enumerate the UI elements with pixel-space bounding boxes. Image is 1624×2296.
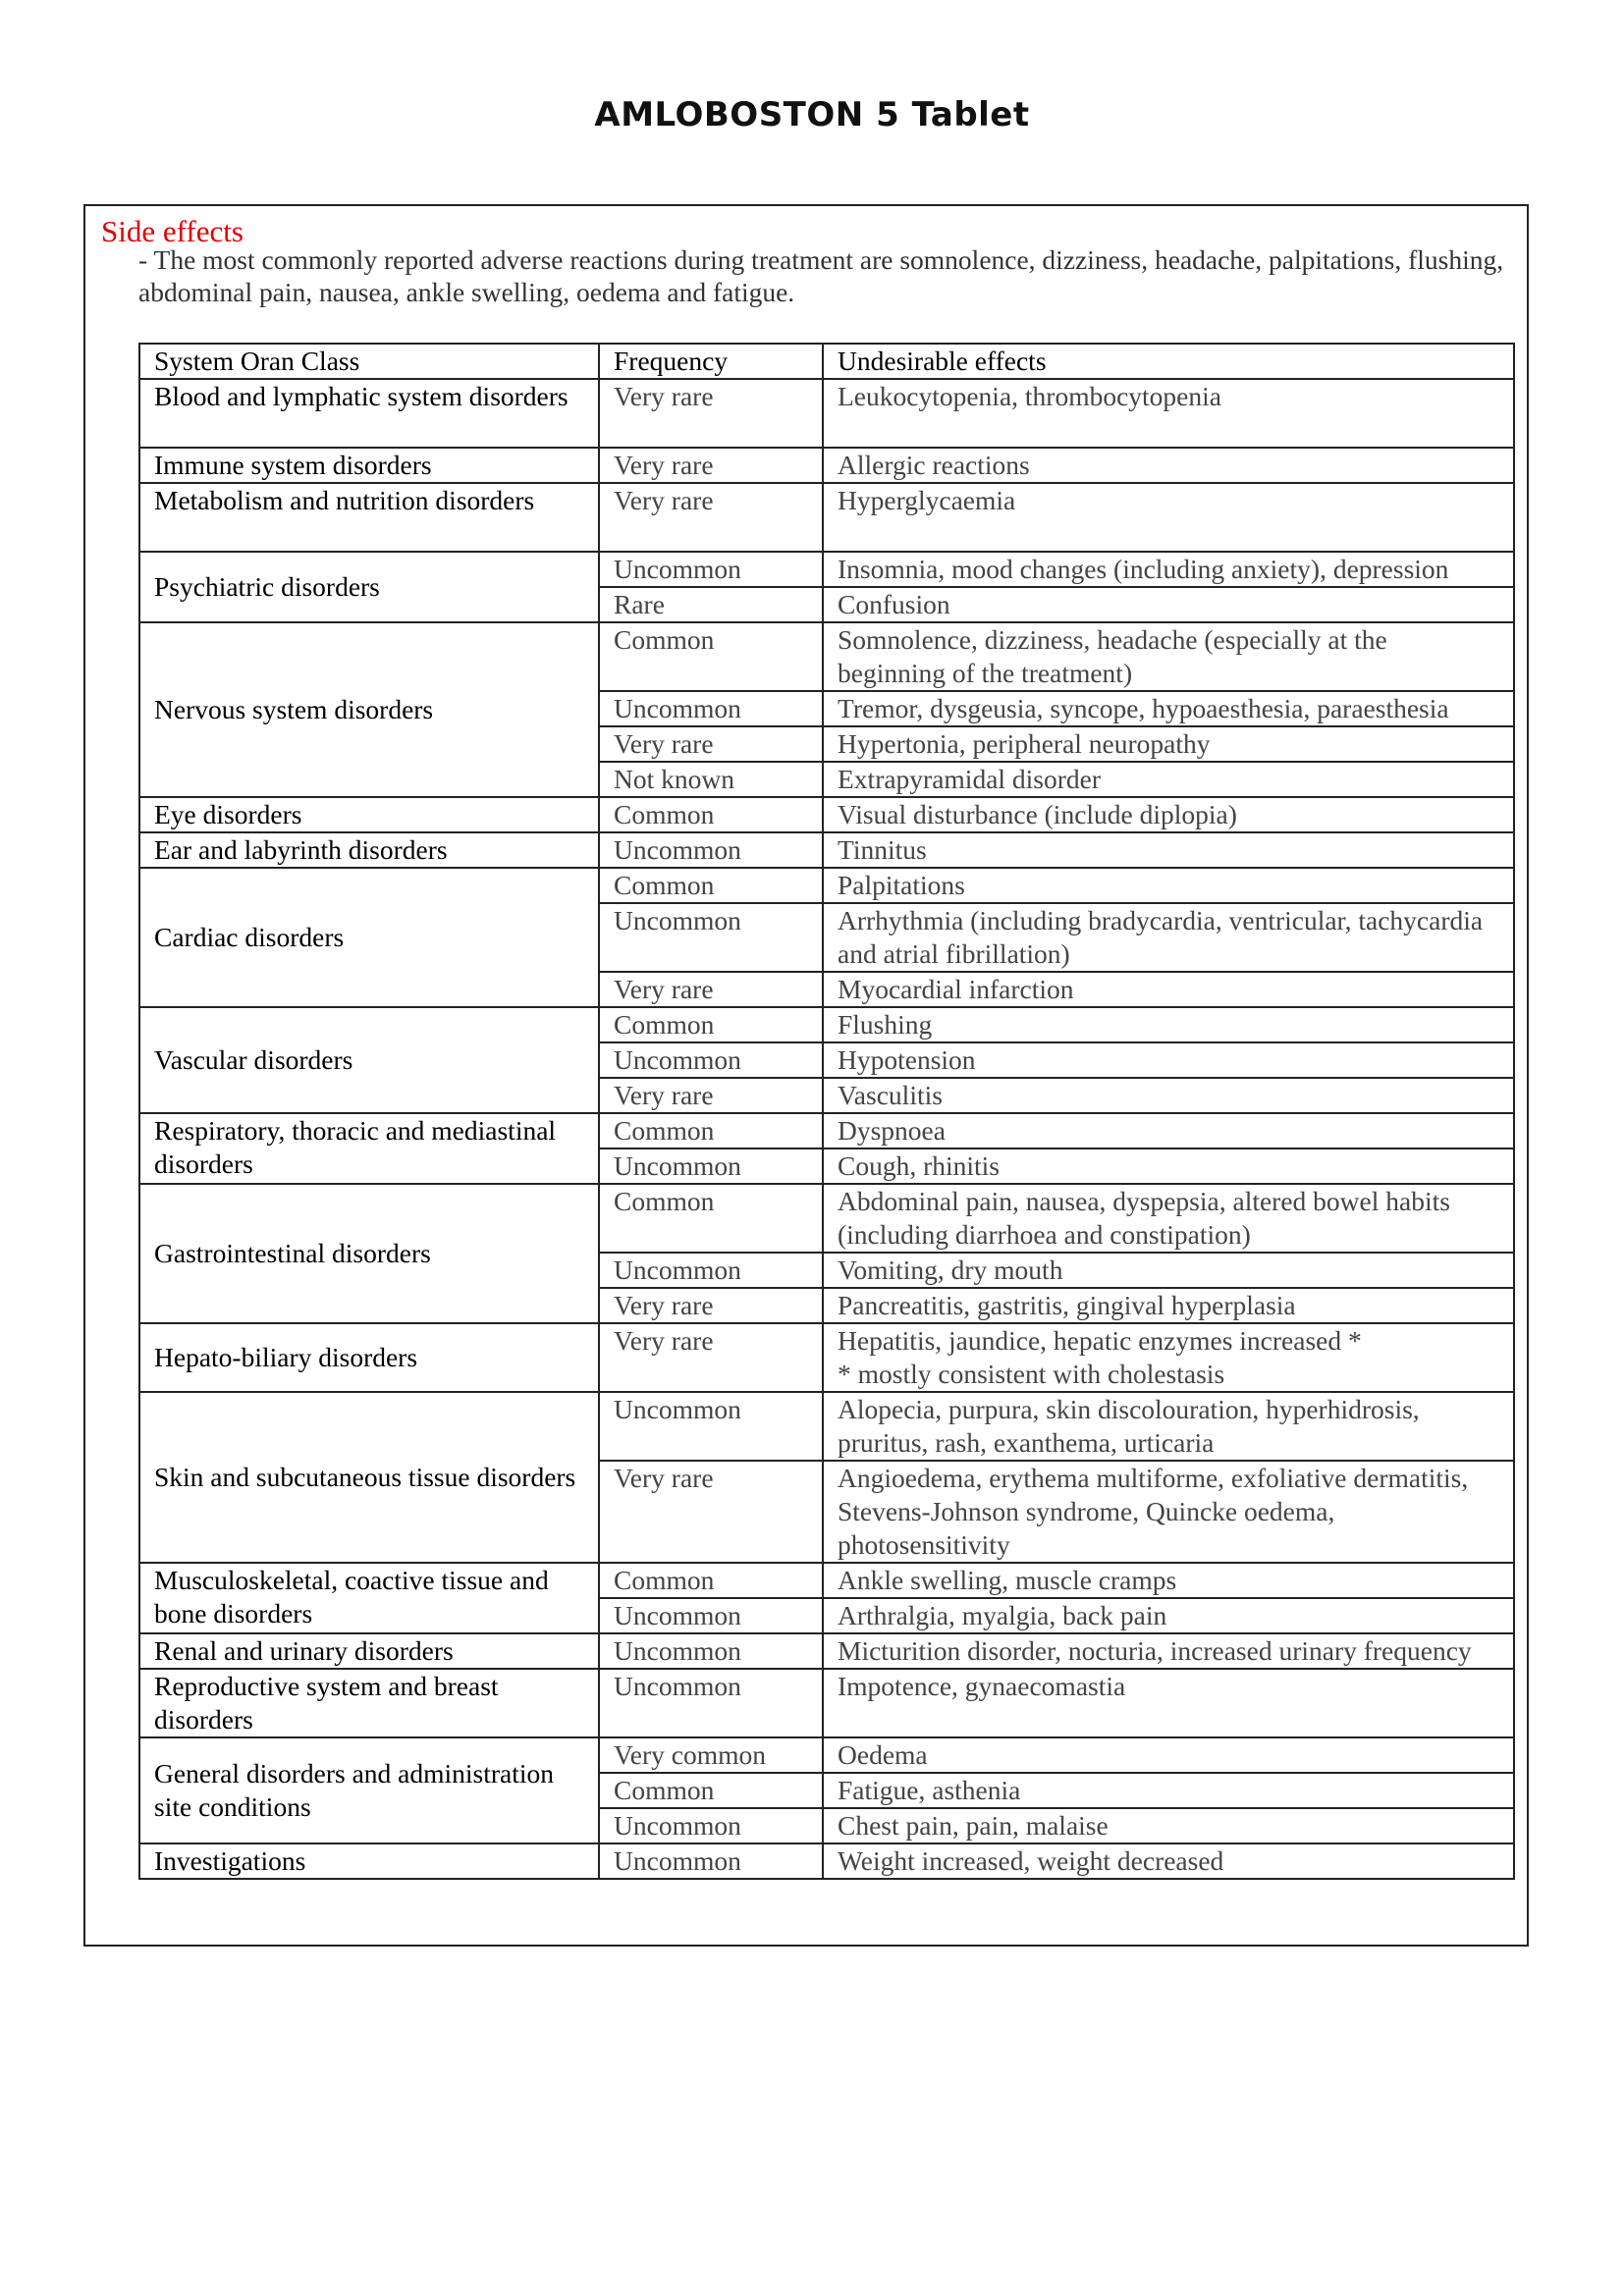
frequency-cell: Not known xyxy=(599,762,823,797)
effect-cell xyxy=(823,762,1514,797)
frequency-cell: Very rare xyxy=(599,379,823,448)
effect-text: Weight increased, weight decreased xyxy=(838,1845,1224,1876)
effect-cell xyxy=(823,483,1514,552)
effect-cell xyxy=(823,691,1514,726)
effect-text: Tinnitus xyxy=(838,834,927,865)
effect-cell xyxy=(823,1078,1514,1113)
frequency-cell: Very rare xyxy=(599,483,823,552)
section-heading: Side effects xyxy=(101,214,244,248)
header-frequency: Frequency xyxy=(599,344,823,379)
effect-text: Angioedema, erythema multiforme, exfoliative dermatitis, Stevens-Johnson syndrome, Quincke oedema, photosensitivity xyxy=(838,1463,1469,1560)
frequency-cell: Common xyxy=(599,1773,823,1808)
effect-text: Arthralgia, myalgia, back pain xyxy=(838,1600,1167,1630)
effect-cell xyxy=(823,622,1514,691)
organ-class-cell: Vascular disorders xyxy=(139,1007,599,1113)
frequency-cell: Common xyxy=(599,797,823,832)
effect-cell xyxy=(823,448,1514,483)
frequency-cell: Uncommon xyxy=(599,1042,823,1078)
effect-cell xyxy=(823,1563,1514,1598)
organ-class-cell: General disorders and administration site conditions xyxy=(139,1737,599,1843)
effect-text: Chest pain, pain, malaise xyxy=(838,1810,1109,1841)
effect-cell xyxy=(823,972,1514,1007)
effect-text: Oedema xyxy=(838,1739,928,1770)
effect-text: Hypotension xyxy=(838,1044,976,1075)
frequency-cell: Uncommon xyxy=(599,691,823,726)
frequency-cell: Uncommon xyxy=(599,1808,823,1843)
organ-class-cell: Hepato-biliary disorders xyxy=(139,1323,599,1392)
effect-cell xyxy=(823,1007,1514,1042)
table-row xyxy=(139,1563,1514,1598)
organ-class-cell: Investigations xyxy=(139,1843,599,1879)
effect-text: Cough, rhinitis xyxy=(838,1150,1001,1181)
effect-cell xyxy=(823,1461,1514,1563)
effect-cell xyxy=(823,1598,1514,1633)
frequency-cell: Very rare xyxy=(599,726,823,762)
effect-text: Leukocytopenia, thrombocytopenia xyxy=(838,381,1221,411)
table-row xyxy=(139,1113,1514,1148)
intro-paragraph: - The most commonly reported adverse reactions during treatment are somnolence, dizziness, headache, palpitations, flushing, abdominal pain, nausea, ankle swelling, oedema and fatigue. xyxy=(138,244,1504,307)
frequency-cell: Very rare xyxy=(599,448,823,483)
table-row xyxy=(139,1007,1514,1042)
table-row xyxy=(139,1633,1514,1669)
effect-cell xyxy=(823,1042,1514,1078)
effect-cell xyxy=(823,1113,1514,1148)
effect-text: Somnolence, dizziness, headache (especially at the beginning of the treatment) xyxy=(838,624,1387,688)
table-row xyxy=(139,1737,1514,1773)
table-row xyxy=(139,483,1514,552)
table-header-row xyxy=(139,344,1514,379)
effect-footnote: * mostly consistent with cholestasis xyxy=(838,1359,1225,1389)
effect-text: Fatigue, asthenia xyxy=(838,1775,1021,1805)
frequency-cell: Very rare xyxy=(599,972,823,1007)
organ-class-cell: Metabolism and nutrition disorders xyxy=(139,483,599,552)
table-row xyxy=(139,797,1514,832)
effect-cell xyxy=(823,587,1514,622)
effect-text: Alopecia, purpura, skin discolouration, hyperhidrosis, pruritus, rash, exanthema, urticaria xyxy=(838,1394,1420,1458)
table-row xyxy=(139,868,1514,903)
effect-text: Insomnia, mood changes (including anxiety), depression xyxy=(838,554,1449,584)
frequency-cell: Very rare xyxy=(599,1288,823,1323)
frequency-cell: Rare xyxy=(599,587,823,622)
effect-text: Abdominal pain, nausea, dyspepsia, altered bowel habits (including diarrhoea and constipation) xyxy=(838,1186,1450,1250)
effect-cell xyxy=(823,1808,1514,1843)
effect-text: Impotence, gynaecomastia xyxy=(838,1671,1126,1701)
frequency-cell: Uncommon xyxy=(599,552,823,587)
table-body xyxy=(139,379,1514,1879)
effect-text: Palpitations xyxy=(838,870,965,900)
effect-text: Micturition disorder, nocturia, increased urinary frequency xyxy=(838,1635,1472,1666)
effect-text: Myocardial infarction xyxy=(838,974,1074,1004)
effect-text: Flushing xyxy=(838,1009,933,1040)
organ-class-cell: Immune system disorders xyxy=(139,448,599,483)
organ-class-cell: Nervous system disorders xyxy=(139,622,599,797)
frequency-cell: Very rare xyxy=(599,1323,823,1392)
effect-cell xyxy=(823,1737,1514,1773)
frequency-cell: Common xyxy=(599,1563,823,1598)
frequency-cell: Common xyxy=(599,868,823,903)
effect-cell xyxy=(823,1148,1514,1184)
effect-text: Confusion xyxy=(838,589,950,619)
effect-text: Ankle swelling, muscle cramps xyxy=(838,1565,1177,1595)
effect-cell xyxy=(823,552,1514,587)
table-row xyxy=(139,1669,1514,1737)
frequency-cell: Common xyxy=(599,1007,823,1042)
frequency-cell: Very rare xyxy=(599,1461,823,1563)
organ-class-cell: Renal and urinary disorders xyxy=(139,1633,599,1669)
effect-text: Visual disturbance (include diplopia) xyxy=(838,799,1237,829)
table-row xyxy=(139,552,1514,587)
effect-text: Extrapyramidal disorder xyxy=(838,764,1102,794)
frequency-cell: Uncommon xyxy=(599,1392,823,1461)
effect-text: Hepatitis, jaundice, hepatic enzymes increased * xyxy=(838,1325,1362,1356)
effect-text: Vasculitis xyxy=(838,1080,943,1110)
effect-cell xyxy=(823,1323,1514,1392)
adverse-effects-table xyxy=(138,343,1515,1880)
effect-text: Allergic reactions xyxy=(838,450,1030,480)
table-row xyxy=(139,379,1514,448)
organ-class-cell: Cardiac disorders xyxy=(139,868,599,1007)
effect-cell xyxy=(823,903,1514,972)
document-title: AMLOBOSTON 5 Tablet xyxy=(594,95,1030,134)
effect-text: Tremor, dysgeusia, syncope, hypoaesthesia, paraesthesia xyxy=(838,693,1449,723)
effect-cell xyxy=(823,1669,1514,1737)
table-row xyxy=(139,622,1514,691)
frequency-cell: Uncommon xyxy=(599,1633,823,1669)
effect-text: Pancreatitis, gastritis, gingival hyperplasia xyxy=(838,1290,1296,1320)
frequency-cell: Uncommon xyxy=(599,1669,823,1737)
table-row xyxy=(139,1843,1514,1879)
effect-cell xyxy=(823,1392,1514,1461)
organ-class-cell: Reproductive system and breast disorders xyxy=(139,1669,599,1737)
organ-class-cell: Respiratory, thoracic and mediastinal disorders xyxy=(139,1113,599,1184)
organ-class-cell: Skin and subcutaneous tissue disorders xyxy=(139,1392,599,1563)
effect-text: Arrhythmia (including bradycardia, ventricular, tachycardia and atrial fibrillation) xyxy=(838,905,1484,969)
effect-cell xyxy=(823,1253,1514,1288)
frequency-cell: Uncommon xyxy=(599,1598,823,1633)
table-row xyxy=(139,832,1514,868)
organ-class-cell: Eye disorders xyxy=(139,797,599,832)
organ-class-cell: Gastrointestinal disorders xyxy=(139,1184,599,1323)
frequency-cell: Very rare xyxy=(599,1078,823,1113)
effect-cell xyxy=(823,379,1514,448)
effect-cell xyxy=(823,1288,1514,1323)
effect-cell xyxy=(823,797,1514,832)
table-row xyxy=(139,1184,1514,1253)
effect-cell xyxy=(823,1633,1514,1669)
frequency-cell: Uncommon xyxy=(599,1253,823,1288)
frequency-cell: Uncommon xyxy=(599,1148,823,1184)
effect-cell xyxy=(823,726,1514,762)
frequency-cell: Uncommon xyxy=(599,903,823,972)
organ-class-cell: Musculoskeletal, coactive tissue and bone disorders xyxy=(139,1563,599,1633)
effect-text: Dyspnoea xyxy=(838,1115,946,1146)
effect-cell xyxy=(823,1184,1514,1253)
frequency-cell: Common xyxy=(599,1184,823,1253)
frequency-cell: Uncommon xyxy=(599,832,823,868)
organ-class-cell: Blood and lymphatic system disorders xyxy=(139,379,599,448)
frequency-cell: Common xyxy=(599,1113,823,1148)
effect-cell xyxy=(823,1773,1514,1808)
organ-class-cell: Ear and labyrinth disorders xyxy=(139,832,599,868)
table-row xyxy=(139,1323,1514,1392)
effect-text: Hyperglycaemia xyxy=(838,485,1016,515)
header-system-organ-class: System Oran Class xyxy=(139,344,599,379)
frequency-cell: Very common xyxy=(599,1737,823,1773)
effect-text: Vomiting, dry mouth xyxy=(838,1255,1063,1285)
effect-text: Hypertonia, peripheral neuropathy xyxy=(838,728,1211,759)
effect-cell xyxy=(823,1843,1514,1879)
frequency-cell: Uncommon xyxy=(599,1843,823,1879)
header-undesirable-effects: Undesirable effects xyxy=(823,344,1514,379)
organ-class-cell: Psychiatric disorders xyxy=(139,552,599,622)
effect-cell xyxy=(823,832,1514,868)
side-effects-panel xyxy=(83,204,1529,1947)
table-row xyxy=(139,448,1514,483)
table-row xyxy=(139,1392,1514,1461)
effect-cell xyxy=(823,868,1514,903)
frequency-cell: Common xyxy=(599,622,823,691)
